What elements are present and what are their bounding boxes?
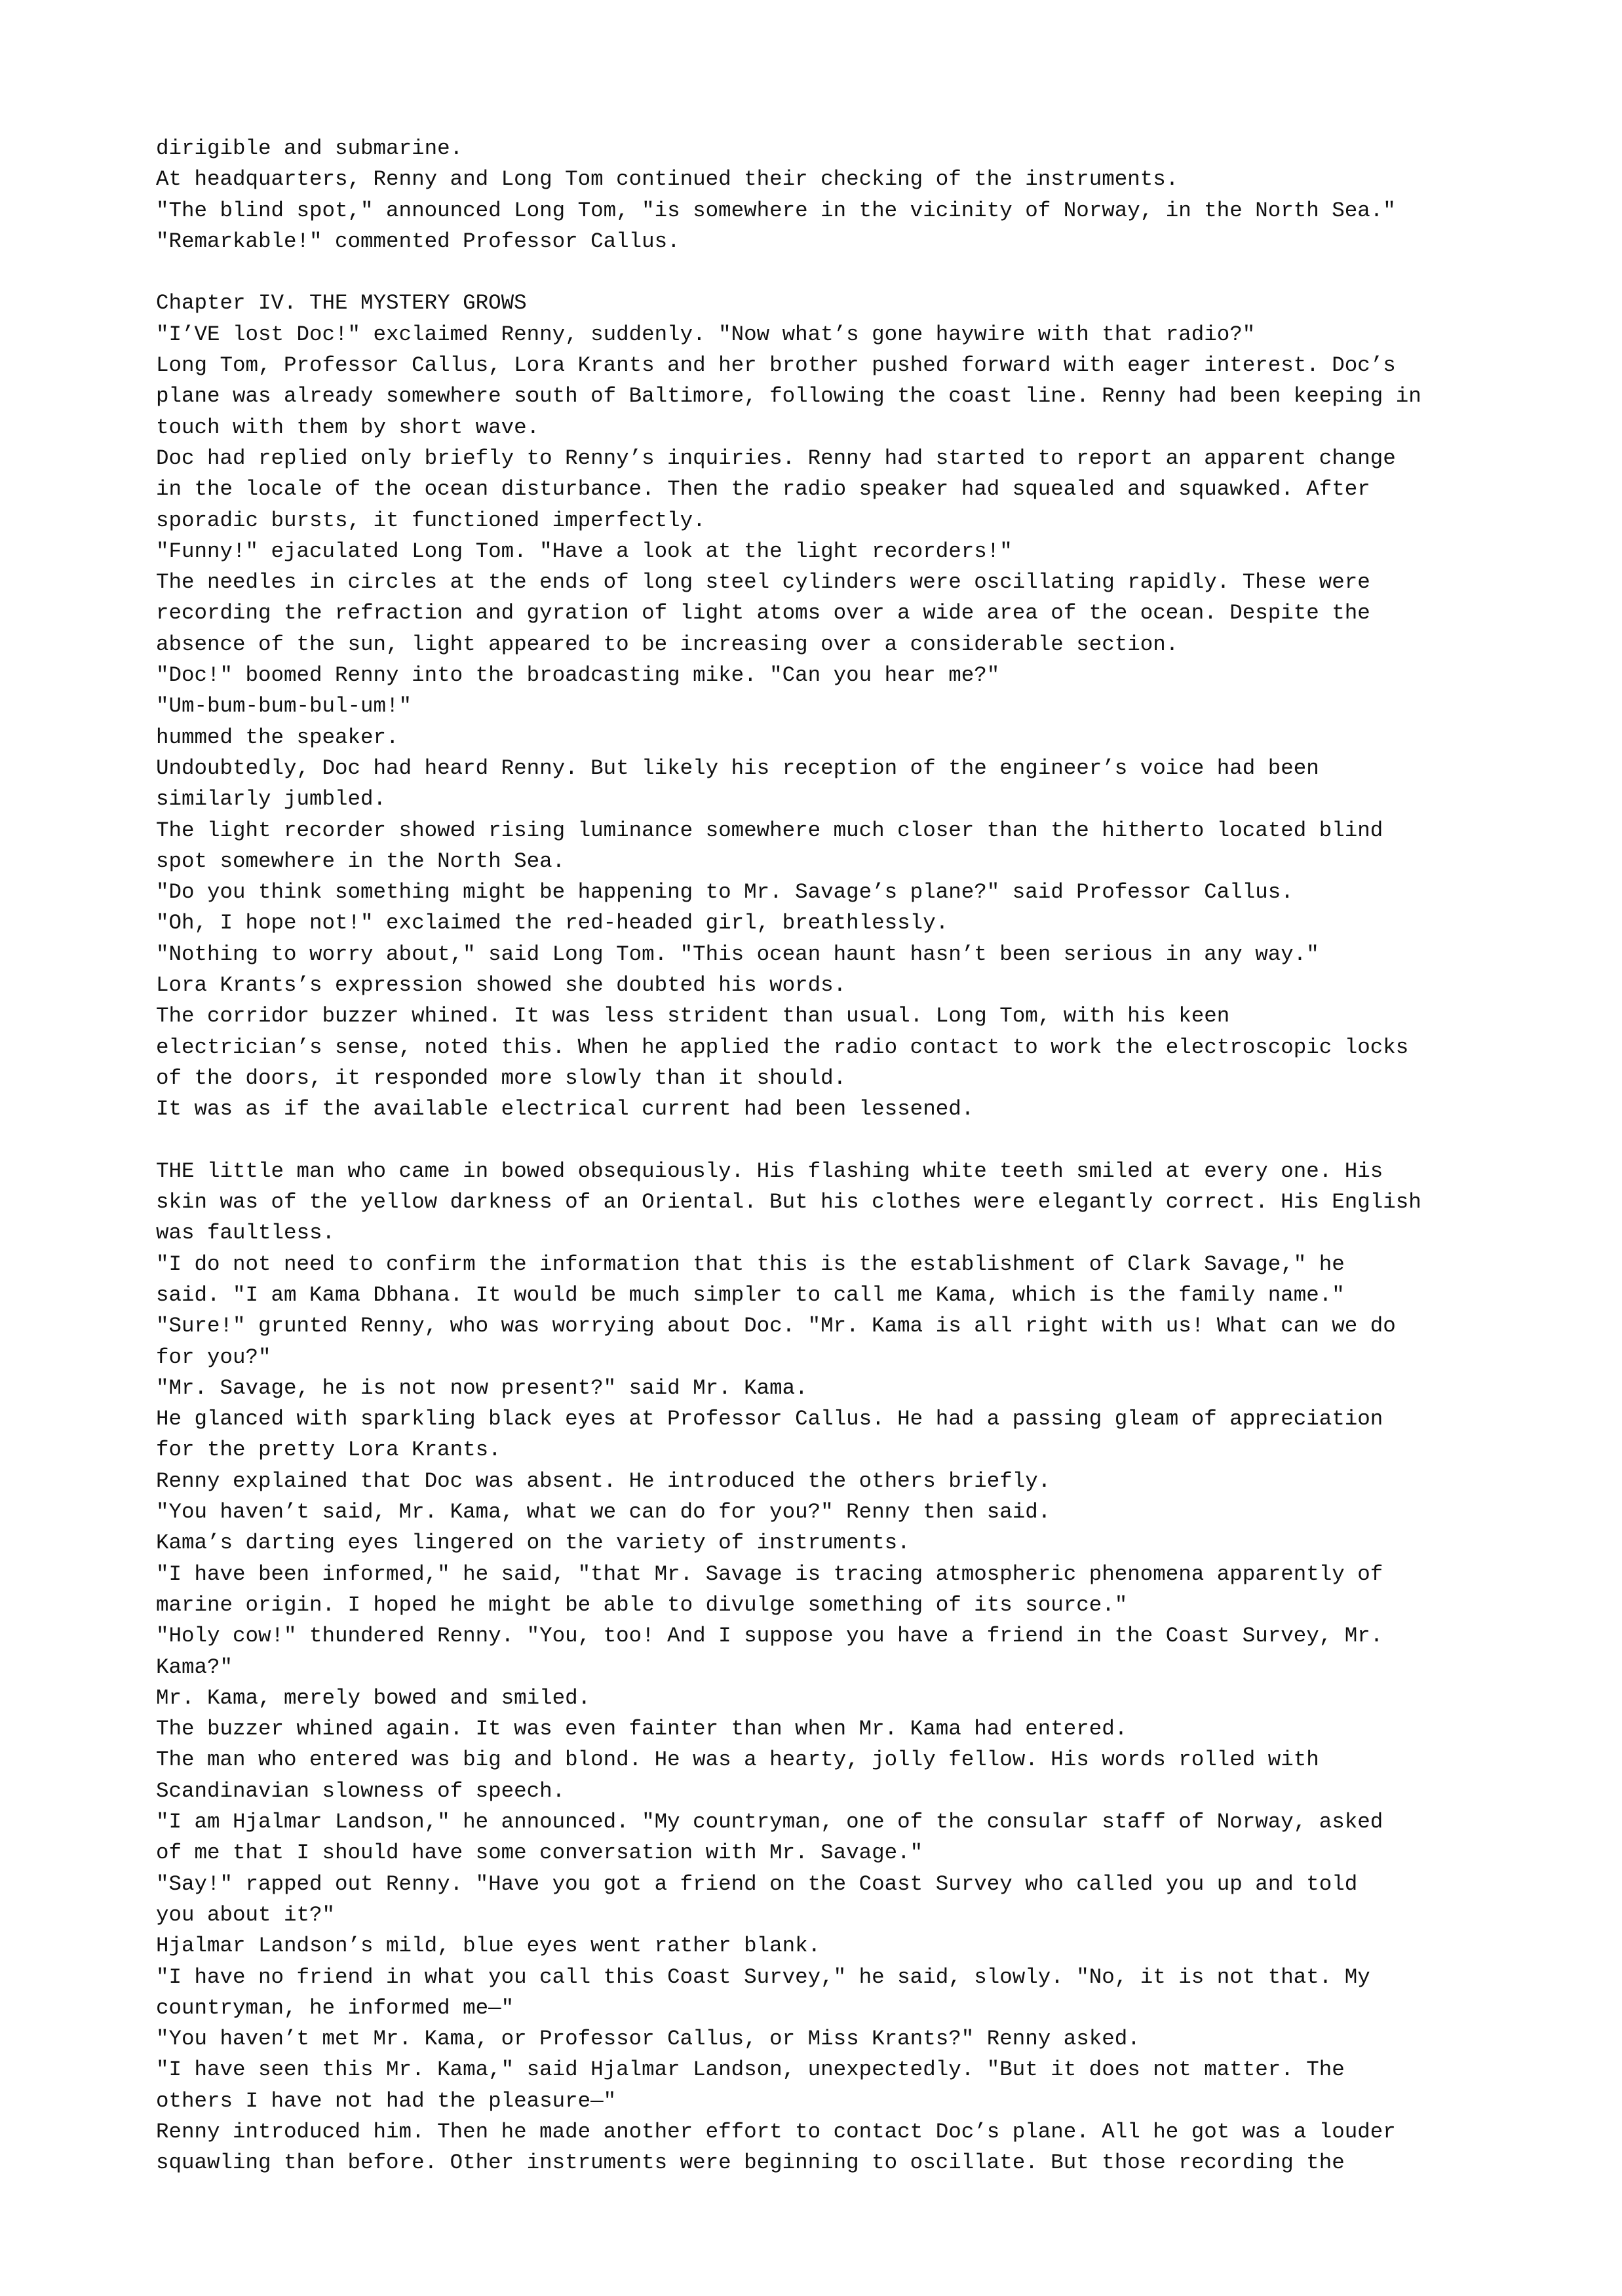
- text-line: "Do you think something might be happening to Mr. Savage’s plane?" said Professor Callus.: [156, 880, 1294, 905]
- text-line: "Nothing to worry about," said Long Tom. "This ocean haunt hasn’t been serious in any way.": [156, 942, 1319, 966]
- text-line: for you?": [156, 1345, 271, 1369]
- text-line: "You haven’t said, Mr. Kama, what we can do for you?" Renny then said.: [156, 1500, 1051, 1525]
- text-line: "I have no friend in what you call this Coast Survey," he said, slowly. "No, it is not that. My: [156, 1964, 1370, 1989]
- text-line: "You haven’t met Mr. Kama, or Professor Callus, or Miss Krants?" Renny asked.: [156, 2027, 1140, 2052]
- text-line: "I am Hjalmar Landson," he announced. "My countryman, one of the consular staff of Norway, asked: [156, 1810, 1383, 1835]
- text-line: "I have been informed," he said, "that Mr. Savage is tracing atmospheric phenomena apparently of: [156, 1561, 1383, 1586]
- text-line: Chapter IV. THE MYSTERY GROWS: [156, 291, 527, 316]
- text-line: for the pretty Lora Krants.: [156, 1438, 501, 1463]
- text-line: countryman, he informed me—": [156, 1995, 514, 2020]
- text-line: "Say!" rapped out Renny. "Have you got a friend on the Coast Survey who called you up and told: [156, 1871, 1358, 1896]
- text-line: was faultless.: [156, 1221, 336, 1246]
- document-page: [156, 133, 1480, 2179]
- text-line: Scandinavian slowness of speech.: [156, 1778, 566, 1803]
- text-line: "Oh, I hope not!" exclaimed the red-headed girl, breathlessly.: [156, 911, 949, 936]
- text-line: At headquarters, Renny and Long Tom continued their checking of the instruments.: [156, 167, 1179, 192]
- text-line: Mr. Kama, merely bowed and smiled.: [156, 1685, 591, 1710]
- text-line: absence of the sun, light appeared to be increasing over a considerable section.: [156, 632, 1179, 657]
- text-line: He glanced with sparkling black eyes at Professor Callus. He had a passing gleam of appreciation: [156, 1407, 1383, 1432]
- text-line: "Remarkable!" commented Professor Callus.: [156, 229, 680, 254]
- text-line: Doc had replied only briefly to Renny’s inquiries. Renny had started to report an apparent change: [156, 446, 1396, 470]
- text-line: "I have seen this Mr. Kama," said Hjalmar Landson, unexpectedly. "But it does not matter. The: [156, 2057, 1345, 2082]
- text-line: "The blind spot," announced Long Tom, "is somewhere in the vicinity of Norway, in the North Sea.": [156, 198, 1396, 223]
- text-line: "I do not need to confirm the information that this is the establishment of Clark Savage," he: [156, 1252, 1345, 1276]
- text-line: Kama’s darting eyes lingered on the variety of instruments.: [156, 1531, 910, 1556]
- text-line: Long Tom, Professor Callus, Lora Krants and her brother pushed forward with eager interest. Doc’s: [156, 353, 1396, 378]
- text-line: The light recorder showed rising luminance somewhere much closer than the hitherto located blind: [156, 818, 1383, 843]
- text-line: of me that I should have some conversation with Mr. Savage.": [156, 1841, 923, 1866]
- text-line: The needles in circles at the ends of long steel cylinders were oscillating rapidly. These were: [156, 570, 1370, 595]
- text-line: THE little man who came in bowed obsequiously. His flashing white teeth smiled at every one. His: [156, 1158, 1383, 1183]
- text-line: Renny explained that Doc was absent. He introduced the others briefly.: [156, 1468, 1051, 1493]
- text-line: squawling than before. Other instruments were beginning to oscillate. But those recording the: [156, 2151, 1345, 2175]
- text-line: hummed the speaker.: [156, 725, 399, 750]
- text-line: similarly jumbled.: [156, 787, 387, 812]
- text-line: "I’VE lost Doc!" exclaimed Renny, suddenly. "Now what’s gone haywire with that radio?": [156, 322, 1256, 347]
- text-line: Lora Krants’s expression showed she doubted his words.: [156, 973, 847, 998]
- text-line: The corridor buzzer whined. It was less strident than usual. Long Tom, with his keen: [156, 1004, 1230, 1029]
- text-line: in the locale of the ocean disturbance. Then the radio speaker had squealed and squawked. After: [156, 477, 1370, 502]
- text-line: sporadic bursts, it functioned imperfectly.: [156, 508, 706, 533]
- blank-line: [156, 257, 1480, 288]
- text-line: marine origin. I hoped he might be able to divulge something of its source.": [156, 1592, 1128, 1617]
- text-line: Undoubtedly, Doc had heard Renny. But likely his reception of the engineer’s voice had been: [156, 756, 1319, 780]
- text-line: of the doors, it responded more slowly than it should.: [156, 1065, 847, 1090]
- text-line: Hjalmar Landson’s mild, blue eyes went rather blank.: [156, 1934, 821, 1959]
- text-line: The buzzer whined again. It was even fainter than when Mr. Kama had entered.: [156, 1717, 1128, 1742]
- text-line: Renny introduced him. Then he made another effort to contact Doc’s plane. All he got was a louder: [156, 2120, 1396, 2144]
- text-line: spot somewhere in the North Sea.: [156, 849, 566, 873]
- text-line: Kama?": [156, 1655, 233, 1679]
- text-line: electrician’s sense, noted this. When he applied the radio contact to work the electroscopic locks: [156, 1035, 1409, 1060]
- text-line: said. "I am Kama Dbhana. It would be much simpler to call me Kama, which is the family name.": [156, 1282, 1345, 1307]
- blank-line: [156, 1125, 1480, 1156]
- text-line: skin was of the yellow darkness of an Oriental. But his clothes were elegantly correct. His English: [156, 1190, 1421, 1215]
- text-line: touch with them by short wave.: [156, 415, 540, 440]
- text-line: dirigible and submarine.: [156, 136, 463, 161]
- text-line: "Um-bum-bum-bul-um!": [156, 694, 412, 719]
- text-line: "Funny!" ejaculated Long Tom. "Have a look at the light recorders!": [156, 539, 1013, 564]
- text-line: you about it?": [156, 1902, 336, 1927]
- text-line: plane was already somewhere south of Baltimore, following the coast line. Renny had been keeping in: [156, 384, 1421, 409]
- text-line: recording the refraction and gyration of light atoms over a wide area of the ocean. Despite the: [156, 601, 1370, 626]
- text-line: "Mr. Savage, he is not now present?" said Mr. Kama.: [156, 1375, 808, 1400]
- text-line: It was as if the available electrical current had been lessened.: [156, 1097, 975, 1122]
- text-line: others I have not had the pleasure—": [156, 2088, 617, 2113]
- text-line: The man who entered was big and blond. He was a hearty, jolly fellow. His words rolled with: [156, 1748, 1319, 1772]
- text-line: "Holy cow!" thundered Renny. "You, too! And I suppose you have a friend in the Coast Survey, Mr.: [156, 1624, 1383, 1649]
- text-line: "Sure!" grunted Renny, who was worrying about Doc. "Mr. Kama is all right with us! What can we do: [156, 1314, 1396, 1339]
- text-line: "Doc!" boomed Renny into the broadcasting mike. "Can you hear me?": [156, 663, 1000, 688]
